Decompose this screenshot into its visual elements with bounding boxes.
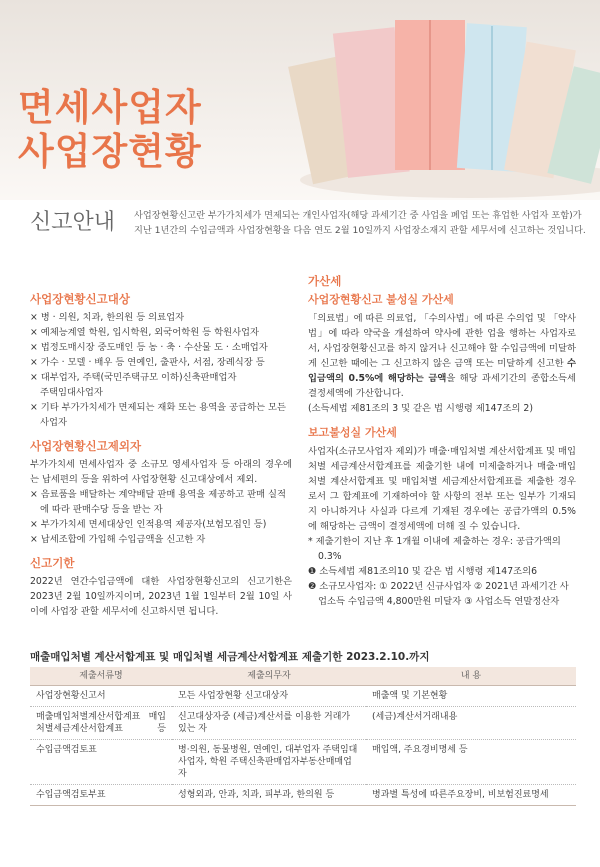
unfaithful-text-after: 을 해당 과세기간의 종합소득세 결정세액에 가산합니다. <box>308 373 576 399</box>
doc-cell: 수입금액검토부표 <box>30 784 172 805</box>
table-row <box>30 739 576 784</box>
list-item: × 음료품을 배달하는 계약배달 판매 용역을 제공하고 판매 실적에 따라 판매수당 등을 받는 자 <box>30 489 286 515</box>
who-cell: 병·의원, 동물병원, 연예인, 대부업자 주택임대사업자, 학원 주택신축판매업자부동산매매업자 <box>172 739 366 784</box>
penalty-heading: 가산세 <box>308 274 342 288</box>
submission-title: 매출매입처별 계산서합계표 및 매입처별 세금계산서합계표 제출기한 2023.2.10.까지 <box>30 651 430 663</box>
deadline-text: 2022년 연간수입금액에 대한 사업장현황신고의 신고기한은 2023년 2월 10일까지이며, 2023년 1월 1일부터 2월 10일 사이에 사업장 관할 세무서에 신고하시면 됩니다. <box>30 576 292 617</box>
content-cell: 매입액, 주요경비명세 등 <box>366 739 576 784</box>
report-section <box>308 425 576 609</box>
report-heading: 보고불성실 가산세 <box>308 426 397 439</box>
title-line-1: 면세사업자 <box>18 86 202 129</box>
exempt-text: 부가가치세 면세사업자 중 소규모 영세사업자 등 아래의 경우에는 납세편의 등을 위하여 사업장현황 신고대상에서 제외. <box>30 459 292 485</box>
table-header-row <box>30 667 576 685</box>
deadline-heading: 신고기한 <box>30 556 75 570</box>
who-cell: 성형외과, 안과, 치과, 피부과, 한의원 등 <box>172 784 366 805</box>
intro-label: 신고안내 <box>30 210 116 235</box>
table-row <box>30 784 576 805</box>
note-item: ❷ 소규모사업자: ① 2022년 신규사업자 ② 2021년 과세기간 사업소득 수입금액 4,800만원 미달자 ③ 사업소득 연말정산자 <box>308 581 569 607</box>
doc-cell: 사업장현황신고서 <box>30 685 172 706</box>
exempt-section <box>30 439 292 547</box>
note-item: * 제출기한이 지난 후 1개월 이내에 제출하는 경우: 공급가액의 0.3% <box>308 536 561 562</box>
page-title <box>18 86 202 174</box>
list-item: × 기타 부가가치세가 면제되는 재화 또는 용역을 공급하는 모든 사업자 <box>30 402 286 428</box>
content-cell: (세금)계산서거래내용 <box>366 706 576 739</box>
table-header: 내 용 <box>366 667 576 685</box>
target-section <box>30 292 292 430</box>
content-cell: 병과별 특성에 따른주요장비, 비보험진료명세 <box>366 784 576 805</box>
note-item: ❶ 소득세법 제81조의10 및 같은 법 시행령 제147조의6 <box>308 566 538 577</box>
table-header: 제출서류명 <box>30 667 172 685</box>
title-line-2: 사업장현황 <box>18 130 202 173</box>
report-notes <box>308 534 576 609</box>
table-row <box>30 685 576 706</box>
left-column <box>30 292 292 628</box>
deadline-section <box>30 556 292 619</box>
list-item: × 납세조합에 가입해 수입금액을 신고한 자 <box>30 534 206 545</box>
exempt-heading: 사업장현황신고제외자 <box>30 439 142 453</box>
list-item: × 부가가치세 면세대상인 인적용역 제공자(보험모집인 등) <box>30 519 267 530</box>
target-heading: 사업장현황신고대상 <box>30 292 130 306</box>
who-cell: 모든 사업장현황 신고대상자 <box>172 685 366 706</box>
list-item: × 병 · 의원, 치과, 한의원 등 의료업자 <box>30 312 185 323</box>
table-header: 제출의무자 <box>172 667 366 685</box>
intro-text: 사업장현황신고란 부가가치세가 면제되는 개인사업자(해당 과세기간 중 사업을 폐업 또는 휴업한 사업자 포함)가 지난 1년간의 수입금액과 사업장현황을 다음 연도 2월 10일까지 사업장소재지 관할 세무서에 신고하는 것입니다. <box>134 210 586 236</box>
target-list <box>30 310 292 430</box>
list-item: × 예체능계열 학원, 입시학원, 외국어학원 등 학원사업자 <box>30 327 260 338</box>
right-column <box>308 274 576 618</box>
submission-table <box>30 667 576 806</box>
unfaithful-ref: (소득세법 제81조의 3 및 같은 법 시행령 제147조의 2) <box>308 403 533 414</box>
who-cell: 신고대상자중 (세금)계산서를 이용한 거래가 있는 자 <box>172 706 366 739</box>
unfaithful-section <box>308 292 576 416</box>
doc-cell: 매출매입처별계산서합계표 매입처별세금계산서합계표 등 <box>30 706 172 739</box>
unfaithful-text-before: 「의료법」에 따른 의료업, 「수의사법」에 따른 수의업 및 「약사법」에 따라 약국을 개설하여 약사에 관한 업을 행하는 사업자로서, 사업장현황신고를 하지 않거나 신고해야 할 수입금액에 미달하게 신고한 때에는 그 신고하지 않은 금액 또는 미달하게 신고한 <box>308 313 576 369</box>
doc-cell: 수입금액검토표 <box>30 739 172 784</box>
unfaithful-heading: 사업장현황신고 불성실 가산세 <box>308 293 454 306</box>
report-text: 사업자(소규모사업자 제외)가 매출·매입처별 계산서합계표 및 매입처별 세금계산서합계표를 제출기한 내에 미제출하거나 매출·매입처별 계산서합계표 및 매입처별 세금계산서합계표를 제출한 경우로서 그 합계표에 기재하여야 할 사항의 전부 또는 일부가 기재되지 아니하거나 사실과 다르게 기재된 경우에는 공급가액의 0.5%에 해당하는 금액이 결정세액에 더해 질 수 있습니다. <box>308 446 576 532</box>
list-item: 주택임대사업자 <box>40 387 103 398</box>
exempt-list <box>30 487 292 547</box>
table-row <box>30 706 576 739</box>
content-cell: 매출액 및 기본현황 <box>366 685 576 706</box>
unfaithful-text <box>308 311 576 401</box>
unfaithful-text-bold: 수입금액의 0.5%에 해당하는 금액 <box>308 358 576 384</box>
list-item: × 가수 · 모델 · 배우 등 연예인, 출판사, 서점, 장례식장 등 <box>30 357 265 368</box>
list-item: × 법정도매시장 중도매인 등 농 · 축 · 수산물 도 · 소매업자 <box>30 342 268 353</box>
list-item: × 대부업자, 주택(국민주택규모 이하)신축판매업자 <box>30 372 237 383</box>
